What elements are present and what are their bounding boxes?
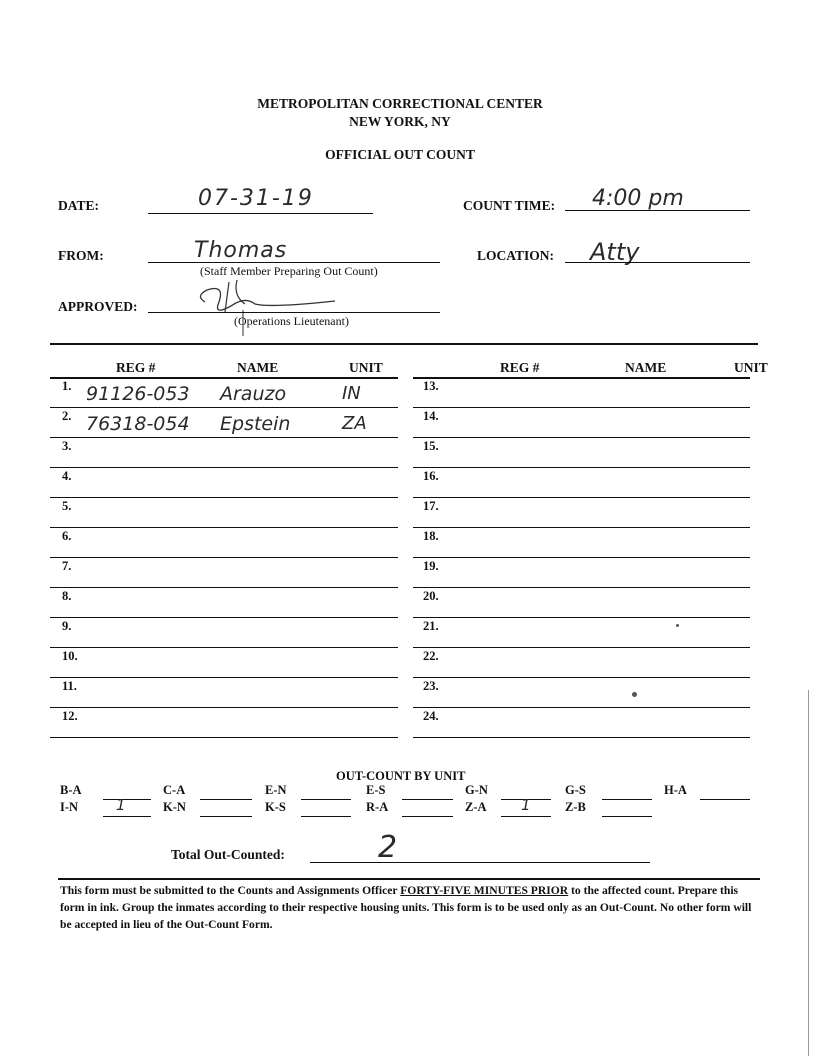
row-line	[413, 557, 750, 558]
from-label: FROM:	[58, 248, 104, 263]
location-value[interactable]: Atty	[590, 238, 640, 266]
inmate-name[interactable]: Arauzo	[220, 383, 287, 405]
row-number: 1.	[62, 379, 72, 393]
footer-text-2: to the affected count. Prepare this form in ink. Group the inmates according to their respective housing units. This form is to be used only as an Out-Count. No other form will be accepted in lieu of the Out-Count Form.	[60, 884, 752, 931]
row-line	[50, 707, 398, 708]
inmate-reg-number[interactable]: 91126-053	[86, 383, 190, 405]
signature-icon	[185, 276, 345, 340]
footer-instructions	[60, 882, 760, 933]
row-line	[50, 497, 398, 498]
unit-label-z-b: Z-B	[565, 800, 586, 814]
date-line	[148, 213, 373, 214]
row-number: 15.	[423, 439, 439, 453]
unit-label-c-a: C-A	[163, 783, 186, 797]
institution-city: NEW YORK, NY	[349, 114, 451, 129]
unit-line-r-a[interactable]	[402, 816, 453, 817]
total-out-counted-label: Total Out-Counted:	[171, 847, 285, 862]
unit-line-b-a[interactable]	[103, 799, 151, 800]
out-count-by-unit-title: OUT-COUNT BY UNIT	[336, 769, 466, 783]
row-line	[50, 467, 398, 468]
unit-value-i-n[interactable]: 1	[116, 796, 126, 814]
row-number: 23.	[423, 679, 439, 693]
right-reg-header: REG #	[500, 360, 540, 375]
scan-speck	[632, 692, 637, 697]
unit-line-e-s[interactable]	[402, 799, 453, 800]
row-number: 11.	[62, 679, 77, 693]
count-time-label: COUNT TIME:	[463, 198, 556, 213]
row-line	[50, 647, 398, 648]
unit-line-i-n	[103, 816, 151, 817]
row-line	[413, 377, 750, 379]
row-number: 9.	[62, 619, 72, 633]
count-time-value[interactable]: 4:00 pm	[592, 186, 684, 211]
left-table-bottom-line	[50, 737, 398, 738]
row-line	[50, 677, 398, 678]
row-line	[413, 497, 750, 498]
unit-label-z-a: Z-A	[465, 800, 487, 814]
unit-line-c-a[interactable]	[200, 799, 252, 800]
inmate-name[interactable]: Epstein	[220, 413, 291, 435]
row-number: 2.	[62, 409, 72, 423]
row-number: 20.	[423, 589, 439, 603]
unit-line-e-n[interactable]	[301, 799, 351, 800]
row-line	[50, 377, 398, 379]
row-line	[50, 437, 398, 438]
row-number: 8.	[62, 589, 72, 603]
unit-label-k-n: K-N	[163, 800, 186, 814]
section-divider	[50, 343, 758, 345]
date-label: DATE:	[58, 198, 100, 213]
row-number: 13.	[423, 379, 439, 393]
unit-label-g-n: G-N	[465, 783, 488, 797]
row-line	[50, 407, 398, 408]
unit-value-z-a[interactable]: 1	[521, 796, 531, 814]
unit-label-e-n: E-N	[265, 783, 287, 797]
unit-label-g-s: G-S	[565, 783, 586, 797]
row-number: 12.	[62, 709, 78, 723]
row-line	[413, 437, 750, 438]
total-out-counted-value[interactable]: 2	[378, 830, 398, 865]
unit-line-g-s[interactable]	[602, 799, 652, 800]
row-line	[50, 587, 398, 588]
unit-line-z-b[interactable]	[602, 816, 652, 817]
from-caption: (Staff Member Preparing Out Count)	[200, 264, 378, 278]
footer-text-1: This form must be submitted to the Counts and Assignments Officer	[60, 884, 401, 897]
from-line	[148, 262, 440, 263]
form-title: OFFICIAL OUT COUNT	[325, 147, 475, 162]
row-number: 7.	[62, 559, 72, 573]
row-number: 24.	[423, 709, 439, 723]
row-line	[413, 467, 750, 468]
row-number: 16.	[423, 469, 439, 483]
row-line	[50, 557, 398, 558]
row-number: 3.	[62, 439, 72, 453]
row-number: 6.	[62, 529, 72, 543]
unit-line-h-a[interactable]	[700, 799, 750, 800]
left-reg-header: REG #	[116, 360, 156, 375]
approved-label: APPROVED:	[58, 299, 138, 314]
institution-name: METROPOLITAN CORRECTIONAL CENTER	[257, 96, 543, 111]
approved-line	[148, 312, 440, 313]
row-line	[413, 617, 750, 618]
row-number: 21.	[423, 619, 439, 633]
row-number: 17.	[423, 499, 439, 513]
row-line	[413, 407, 750, 408]
row-number: 18.	[423, 529, 439, 543]
unit-line-k-n[interactable]	[200, 816, 252, 817]
row-line	[413, 527, 750, 528]
inmate-reg-number[interactable]: 76318-054	[86, 413, 190, 435]
unit-label-r-a: R-A	[366, 800, 389, 814]
inmate-unit[interactable]: ZA	[342, 413, 367, 434]
row-number: 22.	[423, 649, 439, 663]
unit-label-i-n: I-N	[60, 800, 79, 814]
row-number: 14.	[423, 409, 439, 423]
scan-speck	[676, 624, 679, 627]
right-name-header: NAME	[625, 360, 667, 375]
unit-label-b-a: B-A	[60, 783, 82, 797]
location-line	[565, 262, 750, 263]
unit-label-e-s: E-S	[366, 783, 386, 797]
right-table-bottom-line	[413, 737, 750, 738]
unit-line-z-a	[501, 816, 551, 817]
left-name-header: NAME	[237, 360, 279, 375]
unit-label-k-s: K-S	[265, 800, 286, 814]
footer-emphasis: FORTY-FIVE MINUTES PRIOR	[400, 884, 569, 897]
location-label: LOCATION:	[477, 248, 555, 263]
row-line	[413, 707, 750, 708]
scan-edge-line	[808, 690, 809, 1056]
date-value[interactable]: 07-31-19	[198, 186, 314, 211]
count-time-line	[565, 210, 750, 211]
row-line	[413, 677, 750, 678]
approved-caption: (Operations Lieutenant)	[234, 314, 349, 328]
row-number: 4.	[62, 469, 72, 483]
total-line	[310, 862, 650, 863]
row-number: 5.	[62, 499, 72, 513]
row-line	[413, 587, 750, 588]
right-unit-header: UNIT	[734, 360, 768, 375]
left-unit-header: UNIT	[349, 360, 383, 375]
unit-line-k-s[interactable]	[301, 816, 351, 817]
footer-divider	[58, 878, 760, 880]
unit-label-h-a: H-A	[664, 783, 687, 797]
inmate-unit[interactable]: IN	[342, 383, 361, 404]
row-number: 19.	[423, 559, 439, 573]
row-line	[50, 527, 398, 528]
row-line	[50, 617, 398, 618]
row-line	[413, 647, 750, 648]
row-number: 10.	[62, 649, 78, 663]
from-value[interactable]: Thomas	[194, 238, 288, 263]
